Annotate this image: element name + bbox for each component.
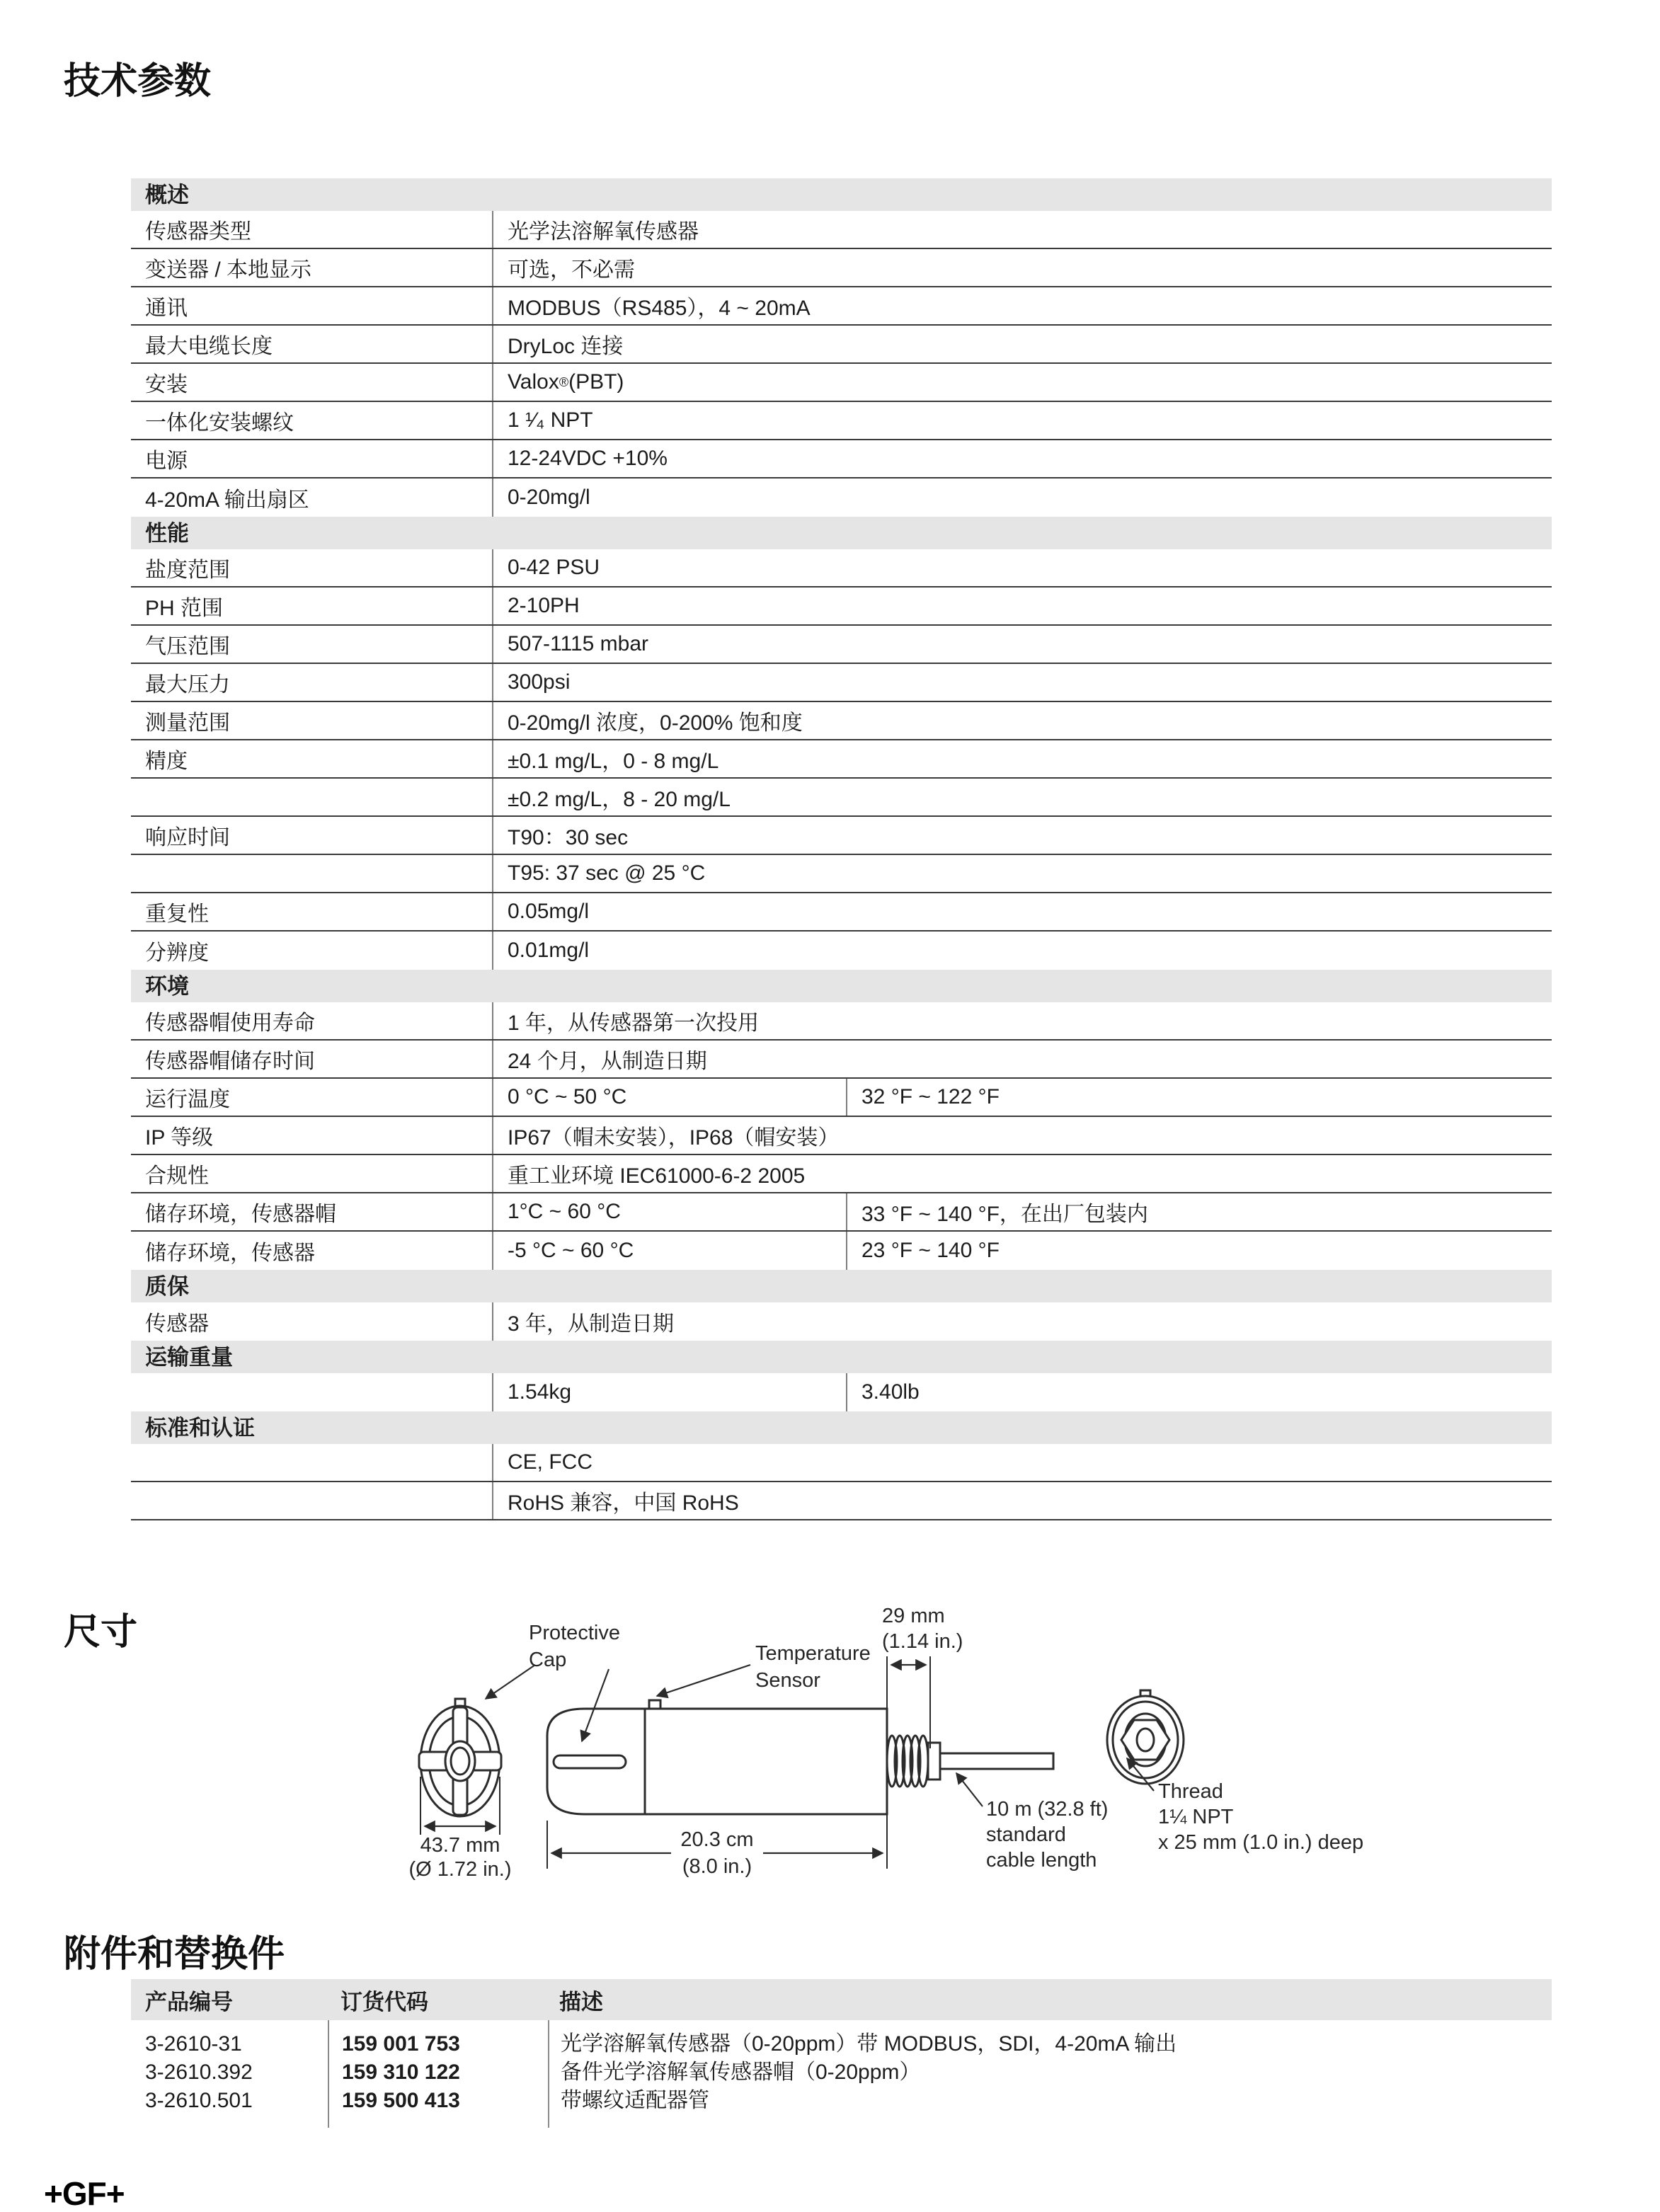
spec-label: 电源 bbox=[145, 449, 188, 473]
spec-row bbox=[131, 817, 1552, 855]
spec-value: 0 °C ~ 50 °C bbox=[492, 1079, 846, 1116]
spec-value: 300psi bbox=[492, 664, 1552, 701]
column-header-part-number: 产品编号 bbox=[145, 1989, 233, 2015]
spec-row bbox=[131, 1444, 1552, 1482]
section-header: 环境 bbox=[131, 970, 1552, 1002]
accessories-heading: 附件和替换件 bbox=[64, 1934, 285, 1975]
column-header-description: 描述 bbox=[559, 1989, 603, 2015]
spec-label: 变送器 / 本地显示 bbox=[145, 258, 312, 282]
order-code: 159 500 413 bbox=[342, 2089, 460, 2112]
gf-logo: +GF+ bbox=[44, 2175, 125, 2212]
spec-label: 测量范围 bbox=[145, 711, 230, 735]
spec-label: 储存环境，传感器帽 bbox=[145, 1203, 336, 1226]
spec-label bbox=[131, 855, 492, 892]
spec-row bbox=[131, 478, 1552, 517]
spec-label: 传感器类型 bbox=[145, 220, 251, 243]
part-number: 3-2610.501 bbox=[145, 2089, 253, 2112]
spec-label: 最大电缆长度 bbox=[145, 335, 273, 358]
spec-row bbox=[131, 932, 1552, 970]
svg-text:1¼ NPT: 1¼ NPT bbox=[1158, 1806, 1234, 1828]
spec-label: 运行温度 bbox=[145, 1088, 230, 1111]
accessories-body bbox=[131, 2020, 1552, 2128]
svg-text:standard: standard bbox=[986, 1823, 1066, 1846]
sensor-rear-view bbox=[1107, 1690, 1184, 1784]
spec-value-secondary: 3.40lb bbox=[846, 1373, 1552, 1411]
spec-value: -5 °C ~ 60 °C bbox=[492, 1232, 846, 1270]
spec-label: 合规性 bbox=[145, 1164, 209, 1188]
svg-text:Sensor: Sensor bbox=[755, 1669, 820, 1692]
spec-label: 传感器帽储存时间 bbox=[145, 1050, 315, 1073]
spec-value: RoHS 兼容，中国 RoHS bbox=[492, 1482, 1552, 1519]
sensor-front-view bbox=[419, 1699, 501, 1816]
spec-value: 0.01mg/l bbox=[492, 932, 1552, 970]
spec-row bbox=[131, 855, 1552, 893]
spec-value-secondary: 33 °F ~ 140 °F，在出厂包装内 bbox=[846, 1193, 1552, 1230]
spec-label: 盐度范围 bbox=[145, 558, 230, 582]
spec-row bbox=[131, 1232, 1552, 1270]
spec-row bbox=[131, 1041, 1552, 1079]
svg-text:Thread: Thread bbox=[1158, 1780, 1223, 1803]
spec-label: 最大压力 bbox=[145, 673, 230, 697]
spec-value: T90：30 sec bbox=[492, 817, 1552, 854]
spec-label: 气压范围 bbox=[145, 635, 230, 658]
dimensions-drawing bbox=[396, 1586, 1387, 1897]
spec-value: 3 年，从制造日期 bbox=[492, 1302, 1552, 1341]
spec-label: PH 范围 bbox=[145, 597, 224, 620]
description: 带螺纹适配器管 bbox=[561, 2089, 709, 2112]
spec-label: 一体化安装螺纹 bbox=[145, 411, 294, 435]
section-header: 质保 bbox=[131, 1270, 1552, 1302]
svg-text:(Ø 1.72 in.): (Ø 1.72 in.) bbox=[408, 1858, 512, 1881]
spec-label bbox=[131, 1373, 492, 1411]
spec-label bbox=[131, 1482, 492, 1519]
spec-label bbox=[131, 1444, 492, 1481]
temperature-sensor-label bbox=[657, 1642, 871, 1696]
part-number: 3-2610.392 bbox=[145, 2061, 253, 2084]
spec-value: 1 年，从传感器第一次投用 bbox=[492, 1002, 1552, 1039]
spec-value: 重工业环境 IEC61000-6-2 2005 bbox=[492, 1155, 1552, 1192]
spec-value: ±0.1 mg/L，0 - 8 mg/L bbox=[492, 740, 1552, 777]
spec-value-secondary: 23 °F ~ 140 °F bbox=[846, 1232, 1552, 1270]
section-header: 性能 bbox=[131, 517, 1552, 549]
section-header: 概述 bbox=[131, 178, 1552, 211]
spec-row bbox=[131, 740, 1552, 779]
accessories-table bbox=[131, 1979, 1552, 2128]
spec-value: Valox ® (PBT) bbox=[492, 364, 1552, 401]
svg-text:Cap: Cap bbox=[529, 1649, 567, 1671]
spec-row bbox=[131, 211, 1552, 249]
svg-text:Protective: Protective bbox=[529, 1622, 620, 1644]
spec-row bbox=[131, 1302, 1552, 1341]
section-header: 标准和认证 bbox=[131, 1411, 1552, 1444]
spec-table bbox=[131, 178, 1552, 1520]
spec-label: 传感器 bbox=[145, 1312, 209, 1336]
spec-label: 重复性 bbox=[145, 902, 209, 926]
spec-row bbox=[131, 549, 1552, 588]
spec-row bbox=[131, 702, 1552, 740]
spec-label: 响应时间 bbox=[145, 826, 230, 849]
dimensions-heading: 尺寸 bbox=[64, 1612, 138, 1653]
svg-text:43.7 mm: 43.7 mm bbox=[420, 1834, 500, 1857]
spec-value: T95: 37 sec @ 25 °C bbox=[492, 855, 1552, 892]
spec-label: 传感器帽使用寿命 bbox=[145, 1012, 315, 1035]
spec-value: 2-10PH bbox=[492, 588, 1552, 624]
spec-value: 0-42 PSU bbox=[492, 549, 1552, 586]
svg-text:cable length: cable length bbox=[986, 1849, 1097, 1872]
description: 备件光学溶解氧传感器帽（0-20ppm） bbox=[561, 2061, 921, 2084]
svg-text:(8.0 in.): (8.0 in.) bbox=[682, 1855, 752, 1878]
svg-text:20.3 cm: 20.3 cm bbox=[680, 1828, 754, 1851]
spec-row bbox=[131, 1079, 1552, 1117]
column-header-order-code: 订货代码 bbox=[340, 1989, 428, 2015]
cable-length-label bbox=[956, 1773, 1108, 1872]
spec-value: 24 个月，从制造日期 bbox=[492, 1041, 1552, 1077]
spec-value: 0-20mg/l bbox=[492, 478, 1552, 517]
page-title: 技术参数 bbox=[64, 61, 212, 102]
spec-value: IP67（帽未安装），IP68（帽安装） bbox=[492, 1117, 1552, 1154]
description: 光学溶解氧传感器（0-20ppm）带 MODBUS，SDI，4-20mA 输出 bbox=[561, 2032, 1177, 2056]
spec-row bbox=[131, 249, 1552, 287]
spec-label: 分辨度 bbox=[145, 941, 209, 965]
svg-text:Temperature: Temperature bbox=[755, 1642, 871, 1665]
spec-value: 1.54kg bbox=[492, 1373, 846, 1411]
spec-row bbox=[131, 287, 1552, 326]
spec-value: 0.05mg/l bbox=[492, 893, 1552, 930]
spec-label: 4-20mA 输出扇区 bbox=[145, 488, 309, 512]
spec-row bbox=[131, 779, 1552, 817]
spec-row bbox=[131, 893, 1552, 932]
spec-value: 507-1115 mbar bbox=[492, 626, 1552, 663]
spec-value: MODBUS（RS485），4 ~ 20mA bbox=[492, 287, 1552, 324]
cable bbox=[940, 1753, 1053, 1769]
spec-row bbox=[131, 1193, 1552, 1232]
accessories-header-row bbox=[131, 1979, 1552, 2020]
order-code: 159 001 753 bbox=[342, 2032, 460, 2056]
svg-text:x 25 mm (1.0 in.) deep: x 25 mm (1.0 in.) deep bbox=[1158, 1831, 1364, 1854]
spec-row bbox=[131, 626, 1552, 664]
spec-value: 光学法溶解氧传感器 bbox=[492, 211, 1552, 248]
protective-cap-label bbox=[486, 1622, 620, 1741]
part-number-column bbox=[131, 2020, 328, 2128]
svg-text:10 m (32.8 ft): 10 m (32.8 ft) bbox=[986, 1798, 1109, 1821]
section-header: 运输重量 bbox=[131, 1341, 1552, 1373]
order-code: 159 310 122 bbox=[342, 2061, 460, 2084]
spec-value: DryLoc 连接 bbox=[492, 326, 1552, 362]
spec-value: 1°C ~ 60 °C bbox=[492, 1193, 846, 1230]
order-code-column bbox=[328, 2020, 548, 2128]
spec-label: 储存环境，传感器 bbox=[145, 1242, 315, 1265]
spec-row bbox=[131, 440, 1552, 478]
spec-label bbox=[131, 779, 492, 815]
cable-spring bbox=[887, 1736, 928, 1787]
spec-value: CE, FCC bbox=[492, 1444, 1552, 1481]
spec-row bbox=[131, 326, 1552, 364]
spec-label: IP 等级 bbox=[145, 1126, 214, 1150]
spec-value: 12-24VDC +10% bbox=[492, 440, 1552, 477]
spec-row bbox=[131, 588, 1552, 626]
spec-row bbox=[131, 402, 1552, 440]
spec-value: 0-20mg/l 浓度，0-200% 饱和度 bbox=[492, 702, 1552, 739]
spec-row bbox=[131, 1117, 1552, 1155]
spec-value: 可选，不必需 bbox=[492, 249, 1552, 286]
spec-label: 通讯 bbox=[145, 297, 188, 320]
spec-row bbox=[131, 1155, 1552, 1193]
spec-row bbox=[131, 1373, 1552, 1411]
dim-body-length bbox=[547, 1821, 883, 1878]
part-number: 3-2610-31 bbox=[145, 2032, 242, 2056]
svg-text:(1.14 in.): (1.14 in.) bbox=[882, 1630, 963, 1653]
spec-row bbox=[131, 1002, 1552, 1041]
description-column bbox=[548, 2020, 1552, 2128]
spec-label: 安装 bbox=[145, 373, 188, 396]
sensor-side-view bbox=[547, 1700, 1053, 1814]
spec-row bbox=[131, 664, 1552, 702]
spec-label: 精度 bbox=[145, 750, 188, 773]
spec-value: ±0.2 mg/L，8 - 20 mg/L bbox=[492, 779, 1552, 815]
spec-row bbox=[131, 364, 1552, 402]
spec-value-secondary: 32 °F ~ 122 °F bbox=[846, 1079, 1552, 1116]
spec-row bbox=[131, 1482, 1552, 1520]
svg-text:29 mm: 29 mm bbox=[882, 1605, 945, 1627]
spec-value: 1 ¹⁄₄ NPT bbox=[492, 402, 1552, 439]
